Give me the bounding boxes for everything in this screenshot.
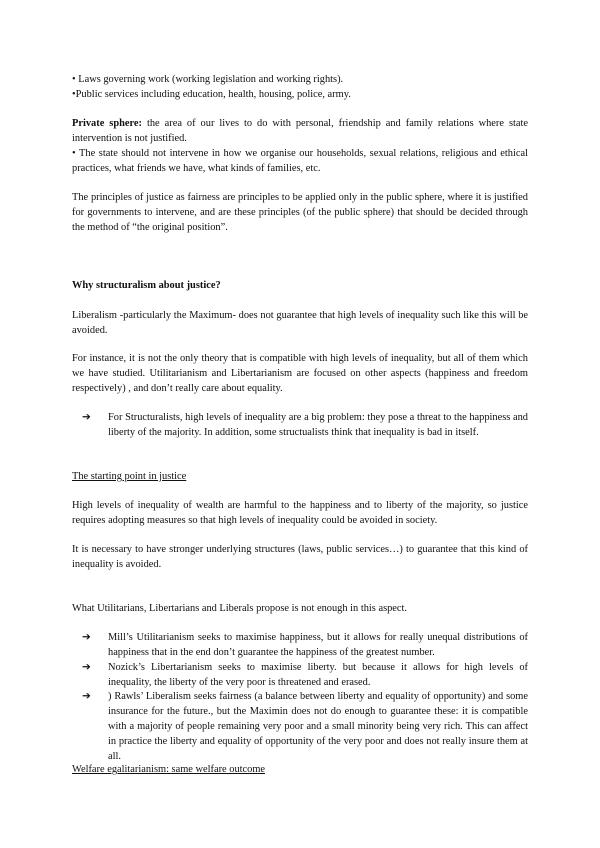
private-sphere-text: the area of our lives to do with personal, friendship and family relations where state intervention is not justified. [72,118,528,144]
nozick-point: Nozick’s Libertarianism seeks to maximise liberty. but because it allows for high levels of inequality, the liberty of the very poor is threatened and erased. [108,662,528,688]
propose-paragraph: What Utilitarians, Libertarians and Liberals propose is not enough in this aspect. [72,603,408,614]
private-sphere-label: Private sphere: [72,118,142,129]
instance-paragraph: For instance, it is not the only theory that is compatible with high levels of inequality, but all of them which we have studied. Utilitarianism and Libertarianism are focused on other aspects (happiness and freedom respectively) , and don’t really care about equality. [72,353,528,394]
liberalism-paragraph: Liberalism -particularly the Maximum- does not guarantee that high levels of inequality such like this will be avoided. [72,310,528,336]
why-structuralism-heading: Why structuralism about justice? [72,280,221,291]
arrow-icon: ➔ [82,412,91,423]
necessary-paragraph: It is necessary to have stronger underlying structures (laws, public services…) to guarantee that this kind of inequality is avoided. [72,544,528,570]
starting-point-heading: The starting point in justice [72,471,187,482]
rawls-point: ) Rawls’ Liberalism seeks fairness (a balance between liberty and equality of opportunity) and some insurance for the future., but the Maximin does not do enough to guarantee these: it is compatible with a majority of people remaining very poor and a small minority being very rich. This can affect in practice the liberty and equality of opportunity of the very poor and does not really insure them at all. [108,691,528,762]
principles-paragraph: The principles of justice as fairness are principles to be applied only in the public sphere, where it is justified for governments to intervene, and are these principles (of the public sphere) that should be decided through the method of “the original position”. [72,192,528,233]
mill-point: Mill’s Utilitarianism seeks to maximise happiness, but it allows for really unequal distributions of happiness that in the end don’t guarantee the happiness of the greatest number. [108,632,528,658]
private-sphere-bullet: • The state should not intervene in how we organise our households, sexual relations, religious and ethical practices, what friends we have, what kinds of families, etc. [72,148,528,174]
welfare-egalitarianism-heading: Welfare egalitarianism: same welfare outcome [72,764,266,775]
bullet-laws: • Laws governing work (working legislation and working rights). [72,74,344,85]
arrow-icon: ➔ [82,691,91,702]
private-sphere-paragraph [72,116,528,146]
high-levels-paragraph: High levels of inequality of wealth are harmful to the happiness and to liberty of the majority, so justice requires adopting measures so that high levels of inequality could be avoided in society. [72,500,528,526]
structuralists-point: For Structuralists, high levels of inequality are a big problem: they pose a threat to the happiness and liberty of the majority. In addition, some structualists think that inequality is bad in itself. [108,412,528,438]
bullet-public-services: •Public services including education, health, housing, police, army. [72,89,351,100]
arrow-icon: ➔ [82,662,91,673]
arrow-icon: ➔ [82,632,91,643]
